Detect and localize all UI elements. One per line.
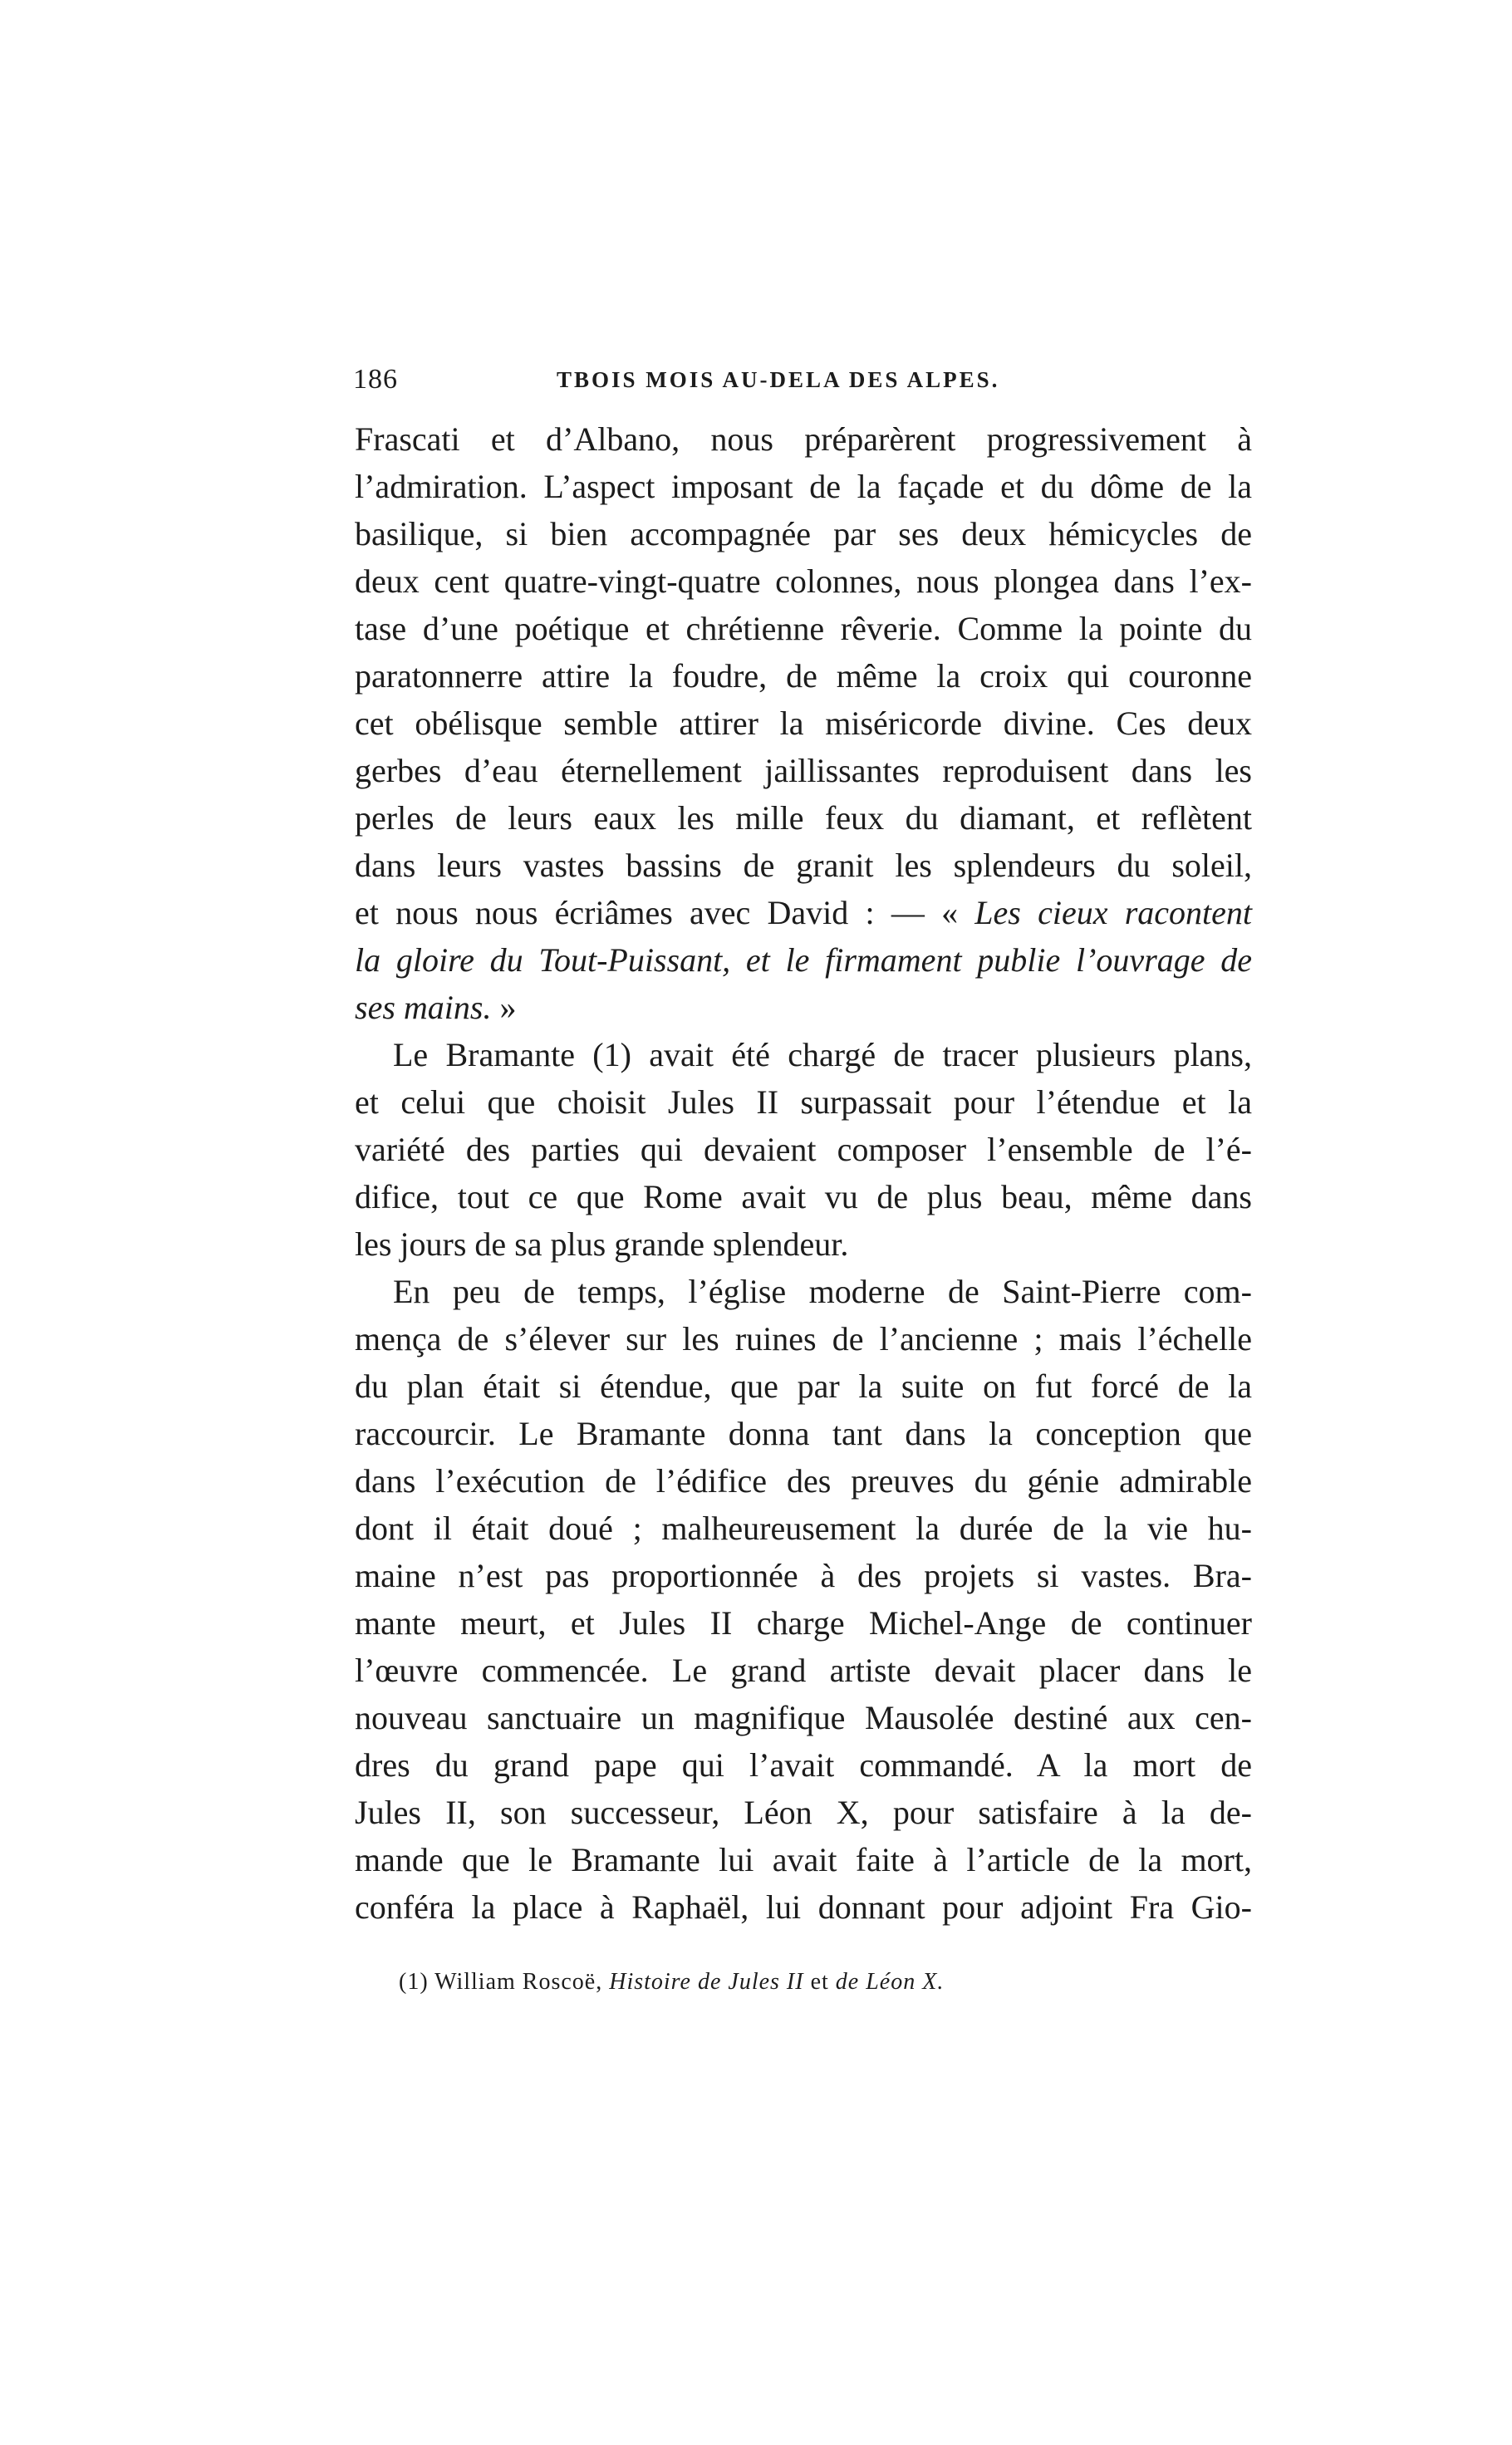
text-line: dans leurs vastes bassins de granit les splendeurs du soleil, — [355, 847, 1252, 884]
quote-line: la gloire du Tout-Puissant, et le firmament publie l’ouvrage de — [355, 941, 1252, 979]
text-line: dont il était doué ; malheureusement la durée de la vie hu- — [355, 1510, 1252, 1547]
footnote-marker: (1) — [399, 1969, 435, 1995]
text-line: tase d’une poétique et chrétienne rêverie. Comme la pointe du — [355, 610, 1252, 647]
text-line: Le Bramante (1) avait été chargé de tracer plusieurs plans, — [393, 1036, 1252, 1073]
footnote-author: William Roscoë, — [434, 1969, 610, 1995]
text-line: l’œuvre commencée. Le grand artiste devait placer dans le — [355, 1652, 1252, 1689]
text-line: cet obélisque semble attirer la miséricorde divine. Ces deux — [355, 705, 1252, 742]
text-line: l’admiration. L’aspect imposant de la façade et du dôme de la — [355, 468, 1252, 505]
text-line: variété des parties qui devaient composer l’ensemble de l’é- — [355, 1131, 1252, 1168]
page-number: 186 — [353, 364, 398, 395]
text-line: dres du grand pape qui l’avait commandé. A la mort de — [355, 1746, 1252, 1784]
quote-line — [355, 889, 1252, 936]
quote-line — [355, 984, 1252, 1031]
text-line: mença de s’élever sur les ruines de l’ancienne ; mais l’échelle — [355, 1320, 1252, 1358]
text-line: gerbes d’eau éternellement jaillissantes reproduisent dans les — [355, 752, 1252, 789]
text-line: mande que le Bramante lui avait faite à l’article de la mort, — [355, 1841, 1252, 1878]
footnote-connector: et — [803, 1969, 836, 1995]
text-line: basilique, si bien accompagnée par ses deux hémicycles de — [355, 515, 1252, 552]
body-text — [355, 415, 1252, 1931]
text-line: deux cent quatre-vingt-quatre colonnes, nous plongea dans l’ex- — [355, 562, 1252, 600]
text-line: du plan était si étendue, que par la suite on fut forcé de la — [355, 1367, 1252, 1405]
text-line: les jours de sa plus grande splendeur. — [355, 1225, 849, 1263]
text-line: et celui que choisit Jules II surpassait pour l’étendue et la — [355, 1083, 1252, 1121]
text-line: Jules II, son successeur, Léon X, pour satisfaire à la de- — [355, 1794, 1252, 1831]
quote-italic: ses mains. — [355, 989, 492, 1026]
text-line: difice, tout ce que Rome avait vu de plus beau, même dans — [355, 1178, 1252, 1215]
footnote-title-2: de Léon X. — [835, 1969, 945, 1995]
text-line: mante meurt, et Jules II charge Michel-Ange de continuer — [355, 1604, 1252, 1642]
footnote — [399, 1969, 1246, 1996]
text-line: En peu de temps, l’église moderne de Saint-Pierre com- — [393, 1273, 1252, 1310]
text-line: nouveau sanctuaire un magnifique Mausolée destiné aux cen- — [355, 1699, 1252, 1736]
text-line: paratonnerre attire la foudre, de même la croix qui couronne — [355, 657, 1252, 695]
text-line: dans l’exécution de l’édifice des preuves du génie admirable — [355, 1462, 1252, 1500]
text-line: conféra la place à Raphaël, lui donnant pour adjoint Fra Gio- — [355, 1888, 1252, 1926]
text-line: Frascati et d’Albano, nous préparèrent progressivement à — [355, 420, 1252, 458]
quote-lead: et nous nous écriâmes avec David : — « — [355, 894, 975, 931]
quote-close: » — [491, 989, 517, 1026]
quote-italic: Les cieux racontent — [974, 894, 1252, 931]
text-line: perles de leurs eaux les mille feux du diamant, et reflètent — [355, 799, 1252, 837]
page-header — [353, 364, 1250, 405]
running-title: TBOIS MOIS AU-DELA DES ALPES. — [557, 367, 1000, 392]
footnote-title: Histoire de Jules II — [609, 1969, 804, 1995]
text-line: raccourcir. Le Bramante donna tant dans la conception que — [355, 1415, 1252, 1452]
text-line: maine n’est pas proportionnée à des projets si vastes. Bra- — [355, 1557, 1252, 1594]
